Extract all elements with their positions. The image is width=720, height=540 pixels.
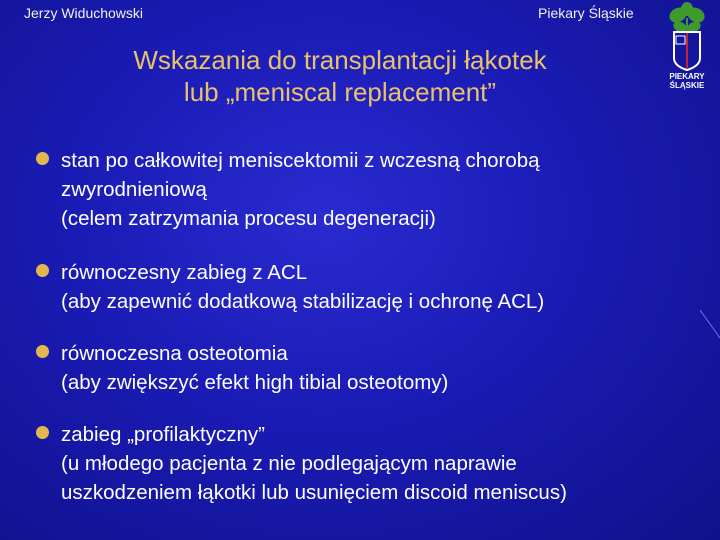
bullet-item-3-text bbox=[61, 339, 701, 397]
bullet-line: stan po całkowitej meniscektomii z wczesną chorobą bbox=[61, 149, 540, 172]
bullet-dot-icon bbox=[36, 152, 49, 165]
bullet-item-2-text bbox=[61, 258, 701, 316]
slide-title bbox=[60, 44, 620, 108]
bullet-line: (celem zatrzymania procesu degeneracji) bbox=[61, 207, 436, 230]
logo-text-line-2: ŚLĄSKIE bbox=[669, 81, 705, 90]
city-logo bbox=[656, 2, 718, 100]
bullet-line: (aby zapewnić dodatkową stabilizację i ochronę ACL) bbox=[61, 290, 545, 313]
bullet-item-1-text bbox=[61, 146, 701, 233]
bullet-dot-icon bbox=[36, 345, 49, 358]
bullet-line: (aby zwiększyć efekt high tibial osteotomy) bbox=[61, 371, 449, 394]
bullet-line: równoczesny zabieg z ACL bbox=[61, 261, 308, 284]
slide-title-line-2: lub „meniscal replacement” bbox=[183, 77, 497, 107]
slide-title-line-1: Wskazania do transplantacji łąkotek bbox=[133, 45, 547, 75]
bullet-line: zwyrodnieniową bbox=[61, 178, 207, 201]
bullet-dot-icon bbox=[36, 426, 49, 439]
bullet-line: zabieg „profilaktyczny” bbox=[61, 423, 265, 446]
presenter-name: Jerzy Widuchowski bbox=[24, 5, 144, 21]
bullet-dot-icon bbox=[36, 264, 49, 277]
bullet-line: (u młodego pacjenta z nie podlegającym naprawie bbox=[61, 452, 517, 475]
location-name: Piekary Śląskie bbox=[538, 5, 634, 21]
bullet-item-4-text bbox=[61, 420, 701, 507]
logo-text-line-1: PIEKARY bbox=[669, 72, 705, 81]
bullet-line: równoczesna osteotomia bbox=[61, 342, 288, 365]
decorative-line bbox=[700, 310, 720, 340]
bullet-line: uszkodzeniem łąkotki lub usunięciem discoid meniscus) bbox=[61, 481, 567, 504]
